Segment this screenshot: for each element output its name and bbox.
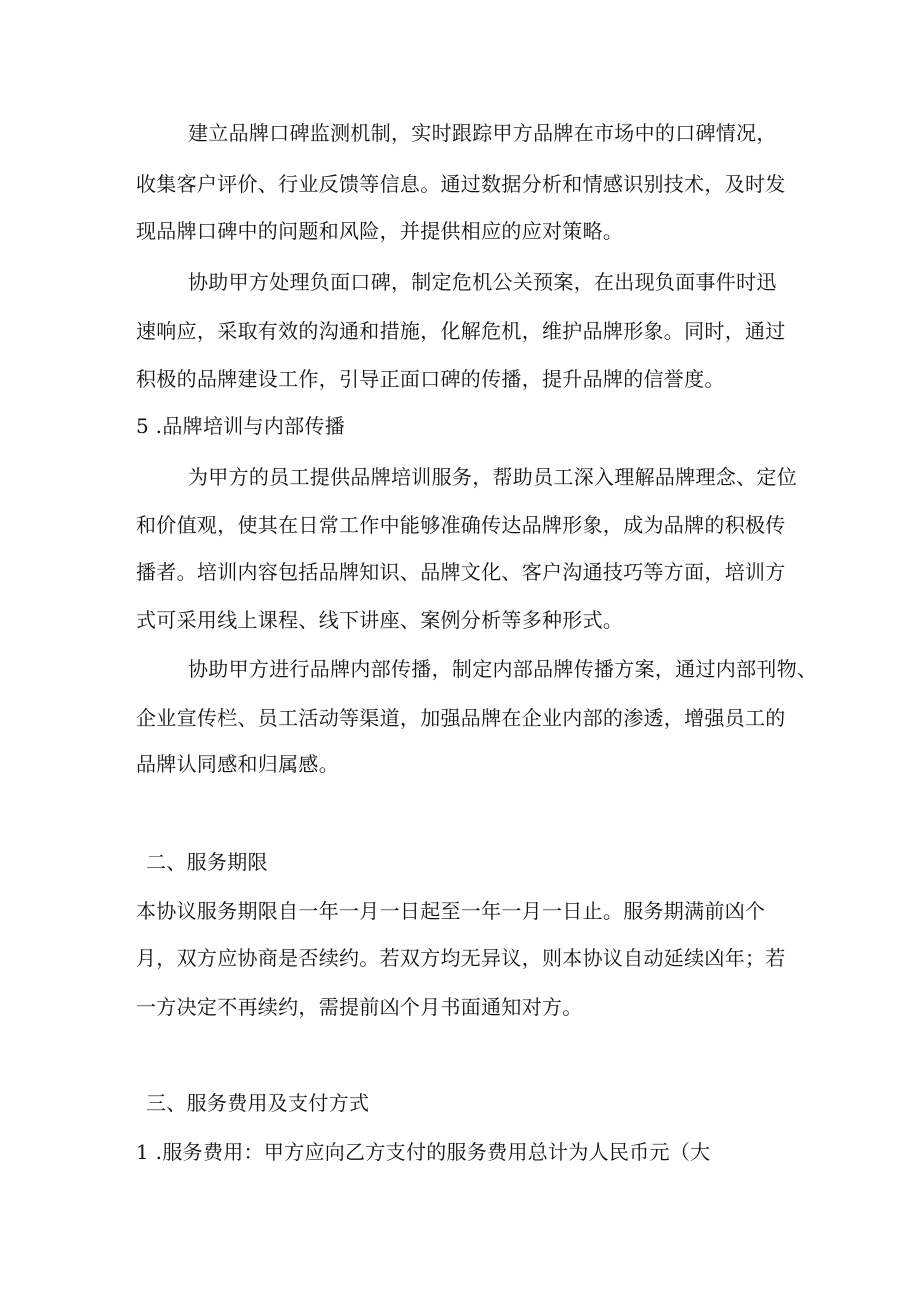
paragraph-line: 企业宣传栏、员工活动等渠道，加强品牌在企业内部的渗透，增强员工的: [136, 706, 786, 730]
paragraph-line: 一方决定不再续约，需提前凶个月书面通知对方。: [136, 995, 583, 1019]
paragraph-line: 月，双方应协商是否续约。若双方均无异议，则本协议自动延续凶年；若: [136, 946, 786, 970]
paragraph-line: 协助甲方进行品牌内部传播，制定内部品牌传播方案，通过内部刊物、: [188, 657, 818, 681]
paragraph-line: 本协议服务期限自一年一月一日起至一年一月一日止。服务期满前凶个: [136, 899, 766, 923]
paragraph-line: 速响应，采取有效的沟通和措施，化解危机，维护品牌形象。同时，通过: [136, 319, 786, 343]
paragraph-line: 1 .服务费用：甲方应向乙方支付的服务费用总计为人民币元（大: [136, 1140, 711, 1164]
paragraph-line: 收集客户评价、行业反馈等信息。通过数据分析和情感识别技术，及时发: [136, 172, 786, 196]
paragraph-line: 现品牌口碑中的问题和风险，并提供相应的应对策略。: [136, 219, 624, 243]
paragraph-line: 协助甲方处理负面口碑，制定危机公关预案，在出现负面事件时迅: [188, 270, 777, 294]
section-heading: 二、服务期限: [146, 850, 268, 874]
section-heading: 5 .品牌培训与内部传播: [136, 414, 346, 438]
paragraph-line: 建立品牌口碑监测机制，实时跟踪甲方品牌在市场中的口碑情况，: [188, 121, 777, 145]
paragraph-line: 式可采用线上课程、线下讲座、案例分析等多种形式。: [136, 608, 624, 632]
paragraph-line: 积极的品牌建设工作，引导正面口碑的传播，提升品牌的信誉度。: [136, 367, 725, 391]
paragraph-line: 和价值观，使其在日常工作中能够准确传达品牌形象，成为品牌的积极传: [136, 513, 786, 537]
paragraph-line: 为甲方的员工提供品牌培训服务，帮助员工深入理解品牌理念、定位: [188, 465, 797, 489]
section-heading: 三、服务费用及支付方式: [146, 1091, 370, 1115]
paragraph-line: 品牌认同感和归属感。: [136, 752, 339, 776]
paragraph-line: 播者。培训内容包括品牌知识、品牌文化、客户沟通技巧等方面，培训方: [136, 560, 786, 584]
